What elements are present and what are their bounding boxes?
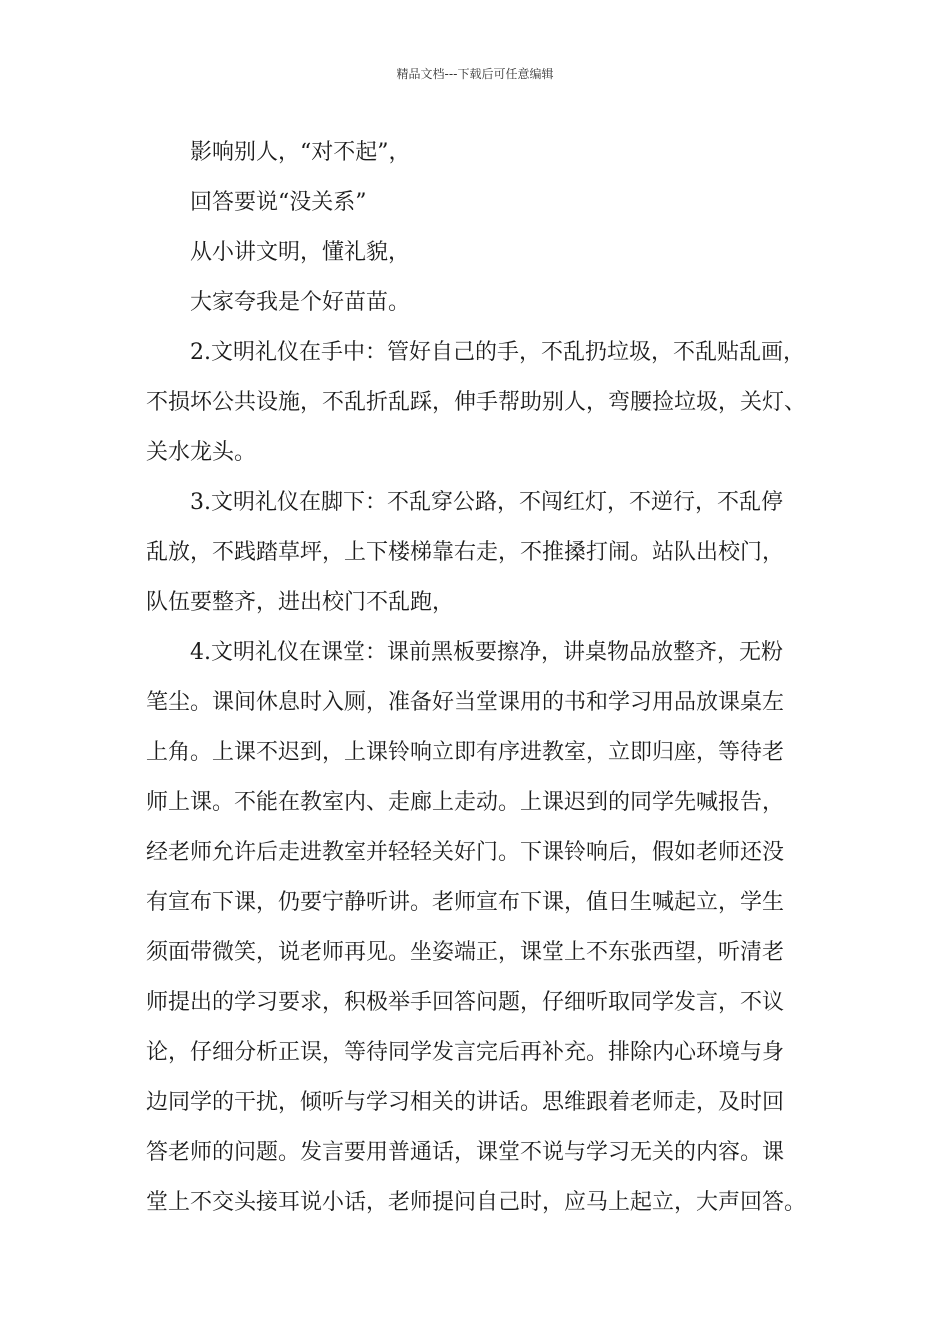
paragraph-line: 堂上不交头接耳说小话，老师提问自己时，应马上起立，大声回答。 (146, 1190, 807, 1215)
paragraph-line: 不损坏公共设施，不乱折乱踩，伸手帮助别人，弯腰捡垃圾，关灯、 (146, 390, 807, 415)
paragraph-line: 笔尘。课间休息时入厕，准备好当堂课用的书和学习用品放课桌左 (146, 690, 785, 715)
paragraph-line: 有宣布下课，仍要宁静听讲。老师宣布下课，值日生喊起立，学生 (146, 890, 785, 915)
paragraph-line: 上角。上课不迟到，上课铃响立即有序进教室，立即归座，等待老 (146, 740, 785, 765)
paragraph-line: 师上课。不能在教室内、走廊上走动。上课迟到的同学先喊报告， (146, 790, 785, 815)
paragraph-line: 须面带微笑，说老师再见。坐姿端正，课堂上不东张西望，听清老 (146, 940, 785, 965)
paragraph-line: 4.文明礼仪在课堂：课前黑板要擦净，讲桌物品放整齐，无粉 (190, 640, 783, 665)
paragraph-line: 3.文明礼仪在脚下：不乱穿公路，不闯红灯，不逆行，不乱停 (190, 490, 783, 515)
poem-line: 大家夸我是个好苗苗。 (190, 290, 411, 315)
poem-line: 影响别人，“对不起”， (190, 140, 411, 165)
paragraph-line: 论，仔细分析正误，等待同学发言完后再补充。排除内心环境与身 (146, 1040, 785, 1065)
paragraph-line: 关水龙头。 (146, 440, 257, 465)
body-text (146, 128, 826, 1228)
paragraph-line: 队伍要整齐，进出校门不乱跑， (146, 590, 455, 615)
paragraph-line: 乱放，不践踏草坪，上下楼梯靠右走，不推搡打闹。站队出校门， (146, 540, 785, 565)
paragraph-line: 2.文明礼仪在手中：管好自己的手，不乱扔垃圾，不乱贴乱画， (190, 340, 805, 365)
poem-line: 回答要说“没关系” (190, 190, 367, 215)
page-header: 精品文档---下载后可任意编辑 (396, 67, 554, 81)
paragraph-line: 边同学的干扰，倾听与学习相关的讲话。思维跟着老师走，及时回 (146, 1090, 785, 1115)
paragraph-line: 经老师允许后走进教室并轻轻关好门。下课铃响后，假如老师还没 (146, 840, 785, 865)
paragraph-line: 师提出的学习要求，积极举手回答问题，仔细听取同学发言，不议 (146, 990, 785, 1015)
paragraph-line: 答老师的问题。发言要用普通话，课堂不说与学习无关的内容。课 (146, 1140, 785, 1165)
poem-line: 从小讲文明，懂礼貌， (190, 240, 411, 265)
